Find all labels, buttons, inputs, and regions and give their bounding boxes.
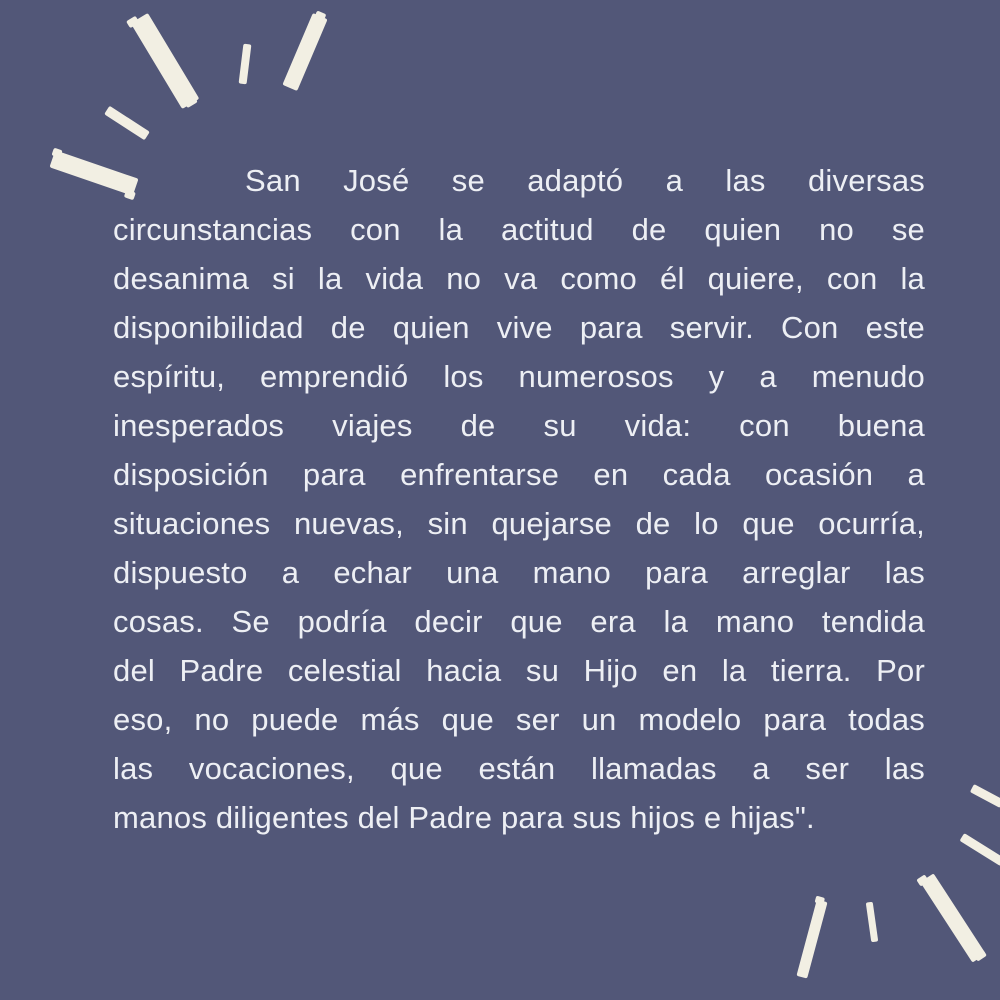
quote-line: espíritu, emprendió los numerosos y a menudo (113, 359, 925, 394)
quote-line: eso, no puede más que ser un modelo para todas (113, 702, 925, 737)
quote-line: dispuesto a echar una mano para arreglar las (113, 555, 925, 590)
quote-line: San José se adaptó a las diversas (245, 163, 925, 198)
quote-text-block (113, 156, 925, 842)
quote-line: situaciones nuevas, sin quejarse de lo que ocurría, (113, 506, 925, 541)
quote-line: manos diligentes del Padre para sus hijos e hijas". (113, 800, 815, 835)
quote-line: cosas. Se podría decir que era la mano tendida (113, 604, 925, 639)
quote-line: del Padre celestial hacia su Hijo en la tierra. Por (113, 653, 925, 688)
quote-line: inesperados viajes de su vida: con buena (113, 408, 925, 443)
quote-line: disponibilidad de quien vive para servir. Con este (113, 310, 925, 345)
quote-line: las vocaciones, que están llamadas a ser las (113, 751, 925, 786)
quote-line: circunstancias con la actitud de quien no se (113, 212, 925, 247)
quote-line: desanima si la vida no va como él quiere, con la (113, 261, 925, 296)
quote-line: disposición para enfrentarse en cada ocasión a (113, 457, 925, 492)
